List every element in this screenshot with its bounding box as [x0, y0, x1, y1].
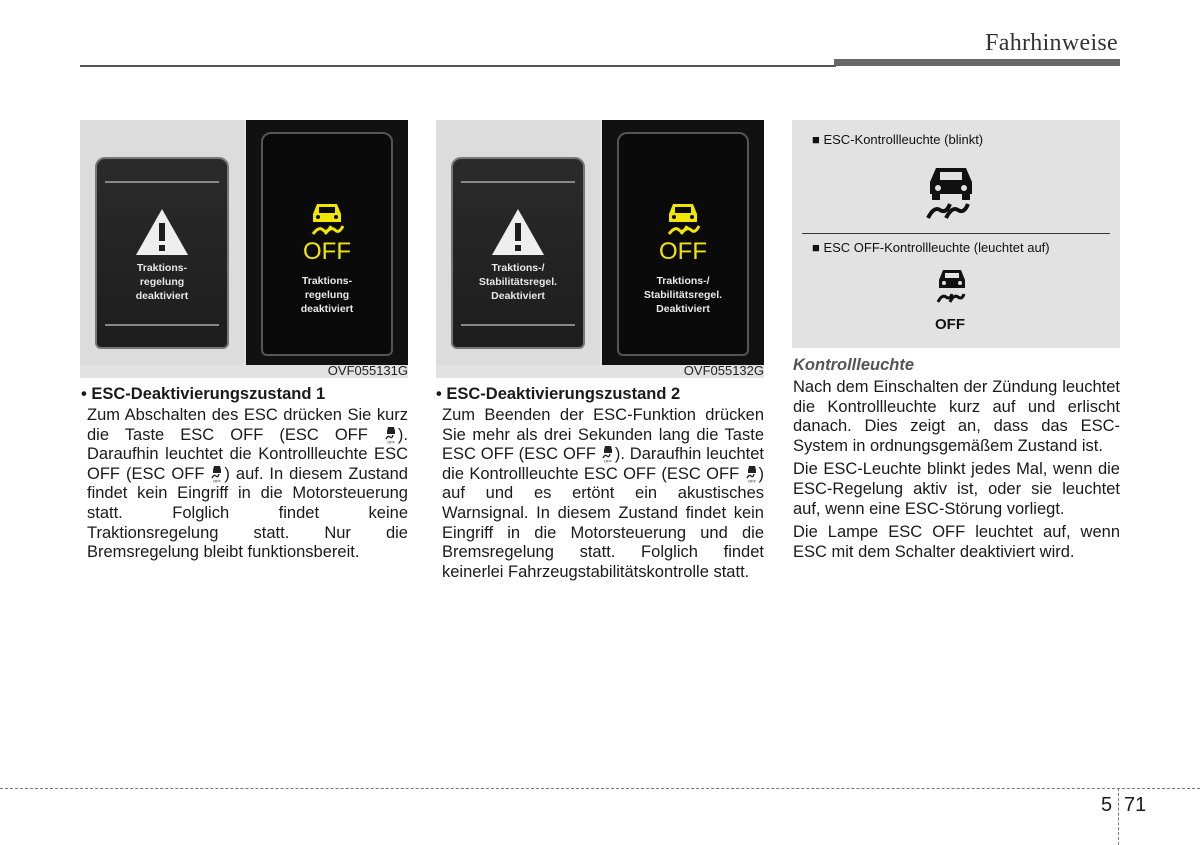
cluster-display [261, 132, 393, 356]
figure-1 [80, 120, 408, 378]
cluster-message: Traktions-/ Stabilitätsregel. Deaktiviert [643, 275, 723, 315]
legend-item-esc-off: ■ ESC OFF-Kontrollleuchte (leuchtet auf) [812, 240, 1050, 255]
legend-divider [802, 233, 1110, 234]
section-title-esc-state-2: • ESC-Deaktivierungszustand 2 [436, 385, 681, 403]
header-rule-accent [834, 59, 1120, 66]
cluster-display [95, 157, 229, 349]
svg-text:OFF: OFF [603, 458, 612, 464]
esc-off-inline-icon [210, 465, 224, 483]
section-title-kontrollleuchte: Kontrollleuchte [793, 356, 915, 374]
esc-skid-icon [663, 196, 703, 236]
warning-triangle-icon [134, 207, 190, 257]
section-body-kontrollleuchte [793, 378, 1120, 562]
header-rule [80, 65, 836, 67]
section-body-esc-state-1: Zum Abschalten des ESC drücken Sie kurz die Taste ESC OFF (ESC OFF OFF ). Daraufhin leuchtet die Kontrollleuchte ESC OFF (ESC OFF OFF ) auf. In diesem Zustand findet kein Eingriff in die Motorsteuerung statt. Folglich findet keine Traktionsregelung statt. Nur die Bremsregelung bleibt funktionsbereit. [87, 406, 408, 562]
section-body-esc-state-2: Zum Beenden der ESC-Funktion drücken Sie mehr als drei Sekunden lang die Taste ESC OFF (ESC OFF OFF ). Daraufhin leuchtet die Kontrollleuchte ESC OFF (ESC OFF OFF ) auf und es ertönt ein akustisches Warnsignal. In diesem Zustand findet kein Eingriff in die Motorsteuerung und die Bremsregelung statt. Folglich findet keinerlei Fahrzeugstabilitätskontrolle statt. [442, 406, 764, 581]
cluster-message: Traktions- regelung deaktiviert [135, 262, 189, 302]
figure-1-panel-esc-off [246, 120, 408, 365]
cluster-display [451, 157, 585, 349]
svg-text:OFF: OFF [386, 439, 395, 444]
esc-skid-icon [307, 196, 347, 236]
esc-off-inline-icon [384, 426, 398, 444]
figure-2-panel-warning [436, 120, 600, 365]
esc-off-inline-icon [745, 465, 759, 483]
footer-rule [0, 788, 1200, 789]
cluster-message: Traktions-/ Stabilitätsregel. Deaktiviert [478, 262, 558, 302]
svg-text:OFF: OFF [213, 478, 222, 483]
svg-text:OFF: OFF [747, 478, 756, 483]
cluster-message: Traktions- regelung deaktiviert [300, 275, 354, 315]
esc-off-indicator-icon [935, 268, 969, 304]
page-header-title: Fahrhinweise [985, 30, 1118, 56]
off-indicator: OFF [659, 238, 707, 265]
paragraph: Nach dem Einschalten der Zündung leuchtet die Kontrollleuchte kurz auf und erlischt danach. Dies zeigt an, dass das ESC-System in ordnungsgemäßem Zustand ist. [793, 378, 1120, 455]
page-number: 71 [1124, 794, 1147, 816]
paragraph: Die ESC-Leuchte blinkt jedes Mal, wenn die ESC-Regelung aktiv ist, oder sie leuchtet auf, wenn eine ESC-Störung vorliegt. [793, 460, 1120, 518]
figure-2 [436, 120, 764, 378]
indicator-legend [792, 120, 1120, 348]
off-label: OFF [935, 316, 965, 333]
figure-code: OVF055131G [327, 363, 408, 378]
chapter-number: 5 [1101, 794, 1113, 816]
figure-2-panel-esc-off [602, 120, 764, 365]
cluster-display [617, 132, 749, 356]
paragraph: Die Lampe ESC OFF leuchtet auf, wenn ESC mit dem Schalter deaktiviert wird. [793, 523, 1120, 561]
footer-divider [1118, 788, 1119, 845]
off-indicator: OFF [303, 238, 351, 265]
esc-off-inline-icon [601, 445, 615, 463]
esc-indicator-icon [924, 164, 978, 220]
legend-item-esc: ■ ESC-Kontrollleuchte (blinkt) [812, 132, 984, 147]
figure-1-panel-warning [80, 120, 244, 365]
section-title-esc-state-1: • ESC-Deaktivierungszustand 1 [81, 385, 326, 403]
figure-code: OVF055132G [683, 363, 764, 378]
warning-triangle-icon [490, 207, 546, 257]
